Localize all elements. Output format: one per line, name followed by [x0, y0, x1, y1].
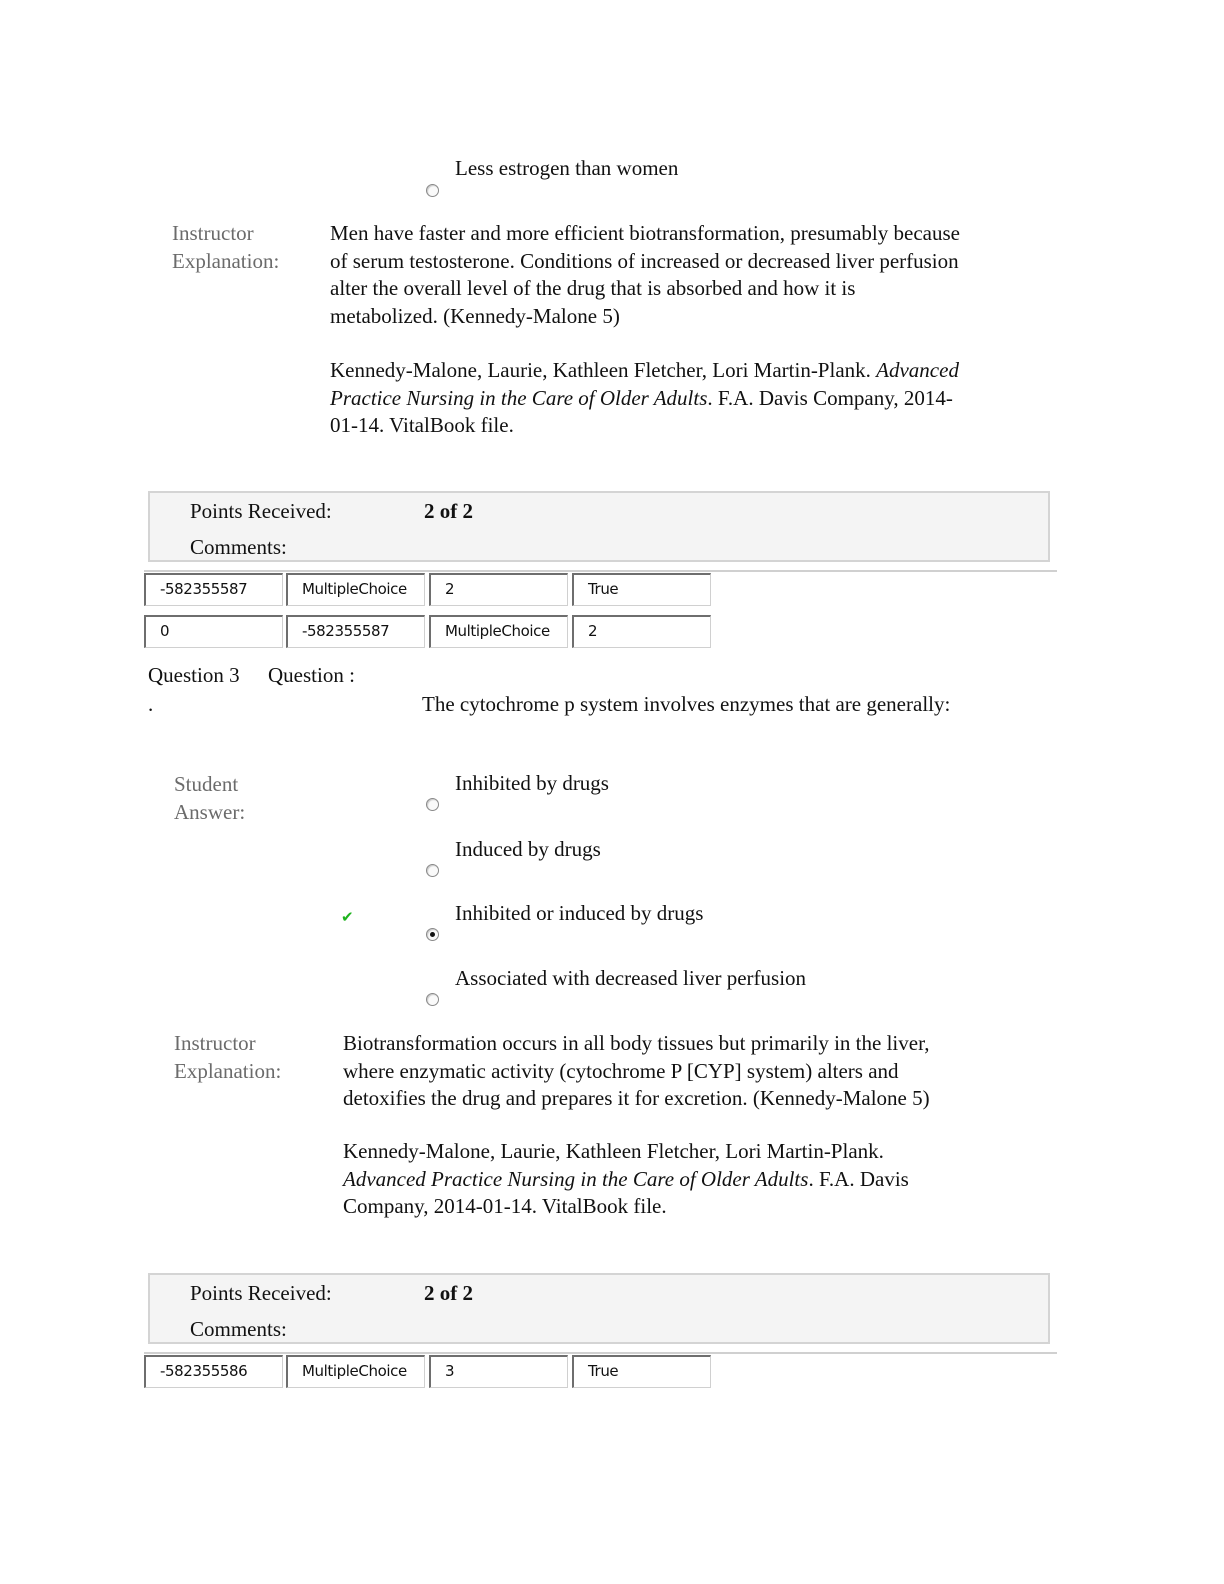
grid-cell: True: [572, 1355, 711, 1388]
student-answer-label: Student Answer:: [174, 772, 246, 824]
grid-cell: MultipleChoice: [286, 1355, 425, 1388]
option-label: Less estrogen than women: [455, 156, 679, 180]
question-number: Question 3: [148, 663, 240, 687]
grid-cell: -582355586: [144, 1355, 283, 1388]
instructor-explanation-text: Biotransformation occurs in all body tissues but primarily in the liver, where enzymatic activity (cytochrome P [CYP] system) alters and detoxifies the drug and prepares it for excretion. (Kennedy-Malone 5): [343, 1031, 930, 1110]
option-radio[interactable]: [426, 993, 439, 1006]
option-label: Associated with decreased liver perfusion: [455, 966, 807, 990]
correct-check-icon: ✔: [341, 908, 354, 926]
instructor-explanation-label: Instructor Explanation:: [174, 1031, 282, 1083]
comments-label: Comments:: [190, 1317, 287, 1341]
option-label: Inhibited by drugs: [455, 771, 609, 795]
grid-cell: MultipleChoice: [286, 573, 425, 606]
instructor-explanation-text: Men have faster and more efficient biotransformation, presumably because of serum testosterone. Conditions of increased or decreased liver perfusion alter the overall level of the drug that is absorbed and how it is metabolized. (Kennedy-Malone 5): [330, 221, 960, 328]
question-label: Question :: [268, 663, 355, 687]
option-radio[interactable]: [426, 798, 439, 811]
divider: [144, 570, 1057, 572]
instructor-explanation-label: Instructor Explanation:: [172, 221, 280, 273]
points-received-value: 2 of 2: [424, 1281, 473, 1305]
divider: [144, 1352, 1057, 1354]
grid-cell: 0: [144, 615, 283, 648]
points-received-label: Points Received:: [190, 1281, 332, 1305]
points-box: [148, 1273, 1050, 1344]
points-box: [148, 491, 1050, 562]
option-label: Induced by drugs: [455, 837, 601, 861]
option-label: Inhibited or induced by drugs: [455, 901, 704, 925]
question-text: The cytochrome p system involves enzymes that are generally:: [422, 692, 951, 716]
grid-cell: -582355587: [144, 573, 283, 606]
grid-cell: 3: [429, 1355, 568, 1388]
grid-cell: 2: [572, 615, 711, 648]
points-received-value: 2 of 2: [424, 499, 473, 523]
comments-label: Comments:: [190, 535, 287, 559]
citation: Kennedy-Malone, Laurie, Kathleen Fletcher, Lori Martin-Plank. Advanced Practice Nursing in the Care of Older Adults. F.A. Davis Company, 2014-01-14. VitalBook file.: [343, 1139, 909, 1218]
option-radio[interactable]: [426, 184, 439, 197]
grid-cell: True: [572, 573, 711, 606]
grid-cell: -582355587: [286, 615, 425, 648]
points-received-label: Points Received:: [190, 499, 332, 523]
option-radio[interactable]: [426, 864, 439, 877]
question-dot: .: [148, 692, 154, 716]
option-radio-selected[interactable]: [426, 928, 439, 941]
grid-cell: 2: [429, 573, 568, 606]
citation: Kennedy-Malone, Laurie, Kathleen Fletcher, Lori Martin-Plank. Advanced Practice Nursing in the Care of Older Adults. F.A. Davis Company, 2014- 01-14. VitalBook file.: [330, 358, 959, 437]
grid-cell: MultipleChoice: [429, 615, 568, 648]
